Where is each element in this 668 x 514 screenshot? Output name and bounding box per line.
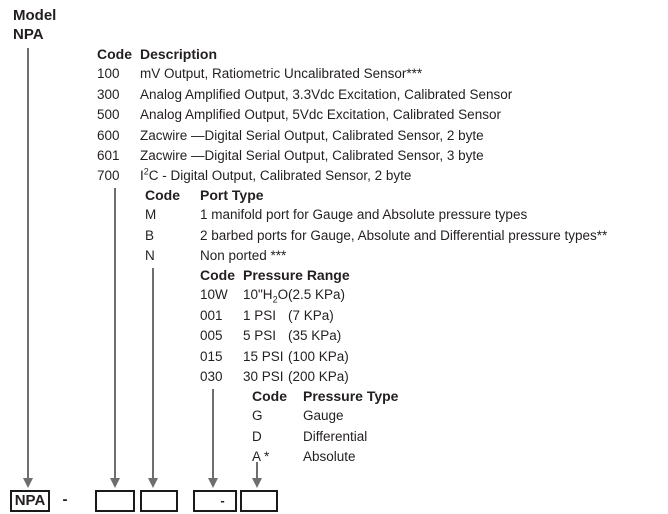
code-row (200, 347, 350, 367)
code-value: 001 (200, 307, 223, 323)
code-column-header: Code (145, 187, 180, 203)
code-value: A * (252, 449, 270, 465)
code-row (97, 166, 512, 186)
description-section (97, 44, 512, 187)
code-description: 2 barbed ports for Gauge, Absolute and Differential pressure types** (200, 227, 608, 243)
code-value: 030 (200, 368, 223, 384)
code-value: 015 (200, 348, 223, 364)
code-description: 1 manifold port for Gauge and Absolute pressure types (200, 207, 528, 223)
pressure-range-kpa: (35 KPa) (288, 328, 342, 344)
code-value: 100 (97, 66, 120, 82)
code-row (97, 126, 512, 146)
part-number-separator: - (62, 491, 68, 508)
pressure-range-header (200, 265, 350, 285)
down-arrow-icon (110, 478, 120, 488)
code-value: 601 (97, 147, 120, 163)
code-row (200, 367, 350, 387)
connector-line-output-code (114, 188, 116, 480)
model-label: Model (13, 7, 57, 24)
code-row (145, 246, 607, 266)
code-row (200, 285, 350, 305)
code-row (200, 306, 350, 326)
section-title: Port Type (200, 187, 264, 203)
pressure-range-value: 30 PSI (243, 368, 284, 384)
port-type-section (145, 185, 607, 267)
code-row (145, 205, 607, 225)
connector-line-model (27, 48, 29, 480)
code-description: Gauge (303, 408, 344, 424)
section-title: Description (140, 46, 218, 62)
code-description: Non ported *** (200, 248, 287, 264)
pressure-range-value: 1 PSI (243, 307, 277, 323)
code-value: B (145, 227, 155, 243)
section-title: Pressure Type (303, 388, 399, 404)
pressure-range-value: 15 PSI (243, 348, 284, 364)
code-column-header: Code (97, 46, 132, 62)
code-value: 500 (97, 107, 120, 123)
code-row (97, 85, 512, 105)
code-description: mV Output, Ratiometric Uncalibrated Sensor*** (140, 66, 423, 82)
section-title: Pressure Range (243, 267, 350, 283)
code-value: D (252, 428, 262, 444)
pressure-range-kpa: (2.5 KPa) (288, 287, 346, 303)
down-arrow-icon (208, 478, 218, 488)
pressure-type-section (252, 386, 398, 468)
code-row (97, 146, 512, 166)
code-value: M (145, 207, 157, 223)
down-arrow-icon (252, 478, 262, 488)
code-value: N (145, 248, 155, 264)
code-description: Analog Amplified Output, 5Vdc Excitation, Calibrated Sensor (140, 107, 501, 123)
pressure-range-box: - (193, 490, 237, 512)
down-arrow-icon (23, 478, 33, 488)
code-value: 300 (97, 86, 120, 102)
code-value: G (252, 408, 263, 424)
model-code-box: NPA (10, 490, 50, 512)
code-description: Zacwire —Digital Serial Output, Calibrated Sensor, 3 byte (140, 147, 484, 163)
code-row (252, 447, 398, 467)
model-heading (13, 6, 56, 44)
code-row (145, 226, 607, 246)
down-arrow-icon (148, 478, 158, 488)
code-row (200, 326, 350, 346)
code-row (97, 105, 512, 125)
pressure-type-box (240, 490, 278, 512)
pressure-range-value: $10"H_2O$ (243, 287, 289, 306)
port-type-box (140, 490, 178, 512)
pressure-range-kpa: (7 KPa) (288, 307, 334, 323)
code-value: 005 (200, 328, 223, 344)
code-column-header: Code (252, 388, 287, 404)
description-header (97, 44, 512, 64)
pressure-range-section (200, 265, 350, 387)
code-value: 600 (97, 127, 120, 143)
connector-line-pressure-range (212, 389, 214, 480)
pressure-range-kpa: (100 KPa) (288, 348, 349, 364)
pressure-range-value: 5 PSI (243, 328, 277, 344)
code-column-header: Code (200, 267, 235, 283)
code-description: Analog Amplified Output, 3.3Vdc Excitation, Calibrated Sensor (140, 86, 513, 102)
code-row (252, 406, 398, 426)
port-type-header (145, 185, 607, 205)
pressure-range-kpa: (200 KPa) (288, 368, 349, 384)
connector-line-port-type (152, 268, 154, 480)
code-row (97, 64, 512, 84)
code-description: Differential (303, 428, 368, 444)
code-row (252, 427, 398, 447)
output-code-box (95, 490, 135, 512)
code-description: Absolute (303, 449, 356, 465)
pressure-type-header (252, 386, 398, 406)
code-description: Zacwire —Digital Serial Output, Calibrated Sensor, 2 byte (140, 127, 484, 143)
code-description: $I^2C$ - Digital Output, Calibrated Sensor, 2 byte (140, 166, 412, 184)
model-value: NPA (13, 26, 44, 43)
code-value: 10W (200, 287, 228, 303)
code-value: 700 (97, 168, 120, 184)
